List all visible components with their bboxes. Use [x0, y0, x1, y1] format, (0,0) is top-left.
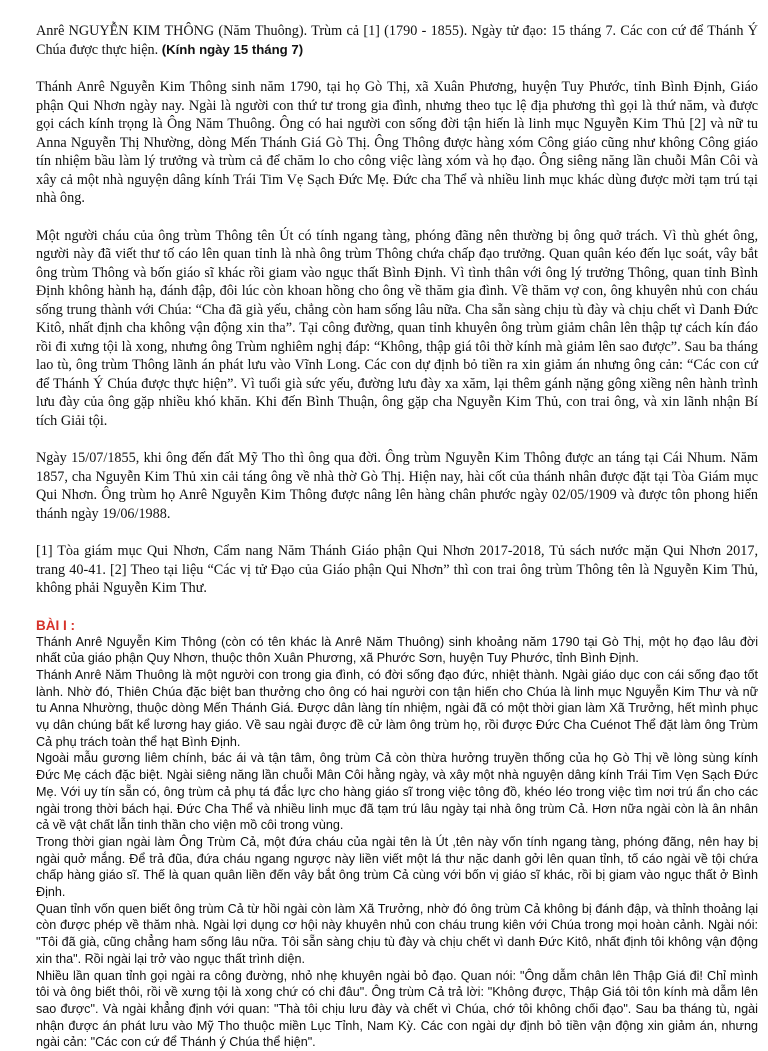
- section-body: [36, 634, 758, 1051]
- arrest-paragraph: Một người cháu của ông trùm Thông tên Út có tính ngang tàng, phóng đãng nên thường bị ông quở trách. Vì thù ghét ông, người này đã viết thư tố cáo lên quan tỉnh là nhà ông trùm Thông chứa chấp đạo trưởng. Quan quân kéo đến lục soát, vây bắt ông trùm Thông và bốn giáo sĩ khác rồi giam vào ngục thất Bình Định. Vì tình thân với ông lý trưởng Thông, quan tỉnh Bình Định không hành hạ, đánh đập, đôi lúc còn khoan hồng cho ông về thăm gia đình. Về thăm vợ con, ông khuyên nhủ con cháu sống trung thành với Chúa: “Cha đã già yếu, chẳng còn ham sống lâu nữa. Cha sẵn sàng chịu tù đày và chịu chết vì Danh Đức Kitô, nhất định cha không vận động xin tha”. Tại công đường, quan tỉnh khuyên ông trùm giảm chân lên thập tự cách kín đáo rồi đi xưng tội là xong, nhưng ông Trùm nghiêm nghị đáp: “Không, thập giá tôi thờ kính mà giảm lên sao được”. Sau ba tháng lao tù, ông trùm Thông lãnh án phát lưu vào Vĩnh Long. Các con dự định bỏ tiền ra xin giảm án nhưng ông cản: “Các con cứ để Thánh Ý Chúa được thực hiện”. Vì tuổi già sức yếu, đường lưu đày xa xăm, lại thêm gánh nặng gông xiềng nên hành trình lưu đày của ông gặp nhiều khó khăn. Khi đến Bình Thuận, ông gặp cha Nguyễn Kim Thủ, con trai ông, và xin lãnh nhận Bí tích Giải tội.: [36, 227, 758, 431]
- section-paragraph: Ngoài mẫu gương liêm chính, bác ái và tận tâm, ông trùm Cả còn thừa hưởng truyền thống của họ Gò Thị về lòng sùng kính Đức Mẹ cách đặc biệt. Ngài siêng năng lần chuỗi Mân Côi hằng ngày, và xây một nhà nguyện dâng kính Trái Tim Vẹn Sạch Đức Mẹ. Với uy tín sẵn có, ông trùm cả phụ tá đắc lực cho hàng giáo sĩ trong việc tông đồ, khéo léo trong việc tìm nơi trú ẩn cho các ngài trong thời bách hại. Đức Cha Thể và nhiều linh mục đã tạm trú lâu ngày tại nhà ông trùm Cả. Hơn nữa ngài còn là ân nhân cả về vật chất lẫn tinh thần cho viện mồ côi trong vùng.: [36, 750, 758, 834]
- death-paragraph: Ngày 15/07/1855, khi ông đến đất Mỹ Tho thì ông qua đời. Ông trùm Nguyễn Kim Thông được an táng tại Cái Nhum. Năm 1857, cha Nguyễn Kim Thủ xin cải táng ông về nhà thờ Gò Thị. Hiện nay, hài cốt của thánh nhân được đặt tại Tòa Giám mục Qui Nhơn. Ông trùm họ Anrê Nguyễn Kim Thông được nâng lên hàng chân phước ngày 02/05/1909 và được tôn phong hiển thánh ngày 19/06/1988.: [36, 449, 758, 523]
- document-page: [36, 22, 758, 1051]
- section-paragraph: Nhiều lần quan tỉnh gọi ngài ra công đường, nhỏ nhẹ khuyên ngài bỏ đạo. Quan nói: "Ông dẫm chân lên Thập Giá đi! Chỉ mình tôi và ông biết thôi, rồi về xưng tội là xong chứ có chi đâu". Ông trùm Cả trả lời: "Không được, Thập Giá tôi tôn kính mà dẫm lên sao được". Và ngài khẳng định với quan: "Thà tôi chịu lưu đày và chết vì Chúa, chớ tôi không chối đạo". Sau ba tháng tù, ngài nhận được án phát lưu vào Mỹ Tho thuộc miền Lục Tỉnh, Nam Kỳ. Các con ngài dự định bỏ tiền vận động xin giảm án, nhưng ngài cản: "Các con cứ để Thánh ý Chúa thể hiện".: [36, 968, 758, 1051]
- feast-day-note: (Kính ngày 15 tháng 7): [162, 42, 303, 57]
- intro-text: Anrê NGUYỄN KIM THÔNG (Năm Thuông). Trùm cả [1] (1790 - 1855). Ngày tử đạo: 15 tháng 7. Các con cứ để Thánh Ý Chúa được thực hiện.: [36, 23, 758, 58]
- section-paragraph: Quan tỉnh vốn quen biết ông trùm Cả từ hồi ngài còn làm Xã Trưởng, nhờ đó ông trùm Cả không bị đánh đập, và thỉnh thoảng lại còn được phép về thăm nhà. Ngài lợi dụng cơ hội này khuyên nhủ con cháu trung kiên với Chúa trong mọi hoàn cảnh. Ngài nói: "Tôi đã già, cũng chẳng ham sống lâu nữa. Tôi sẵn sàng chịu tù đày và chịu chết vì danh Đức Kitô, nhất định tôi không vận động xin tha". Rồi ngài lại trở vào ngục thất trình diện.: [36, 901, 758, 968]
- section-paragraph: Thánh Anrê Năm Thuông là một người con trong gia đình, có đời sống đạo đức, nhiệt thành. Ngài giáo dục con cái sống đạo tốt lành. Nhờ đó, Thiên Chúa đặc biệt ban thưởng cho ông có hai người con tận hiến cho Chúa là linh mục Nguyễn Kim Thư và nữ tu Anna Nhường, thuộc dòng Mến Thánh Giá. Được dân làng tín nhiệm, ngài đã có một thời gian làm Xã Trưởng, hết mình phục vụ dân chúng bất kể lương hay giáo. Về sau ngài được đề cử làm ông trùm họ, rồi được Đức Cha Cuénot Thể đặt làm ông Trùm Cả phụ trách toàn thể hạt Bình Định.: [36, 667, 758, 751]
- lesson-section: [36, 617, 758, 1051]
- intro-paragraph: [36, 22, 758, 59]
- footnotes-paragraph: [1] Tòa giám mục Qui Nhơn, Cẩm nang Năm Thánh Giáo phận Qui Nhơn 2017-2018, Tủ sách nước mặn Qui Nhơn 2017, trang 40-41. [2] Theo tại liệu “Các vị tử Đạo của Giáo phận Qui Nhơn” thì con trai ông trùm Thông tên là Nguyễn Kim Thủ, không phải Nguyễn Kim Thư.: [36, 542, 758, 598]
- section-paragraph: Thánh Anrê Nguyễn Kim Thông (còn có tên khác là Anrê Năm Thuông) sinh khoảng năm 1790 tại Gò Thị, một họ đạo lâu đời nhất của giáo phận Quy Nhơn, thuộc thôn Xuân Phương, xã Phước Sơn, huyện Tuy Phước, tỉnh Bình Định.: [36, 634, 758, 667]
- section-title: BÀI I :: [36, 617, 758, 634]
- biography-paragraph: Thánh Anrê Nguyễn Kim Thông sinh năm 1790, tại họ Gò Thị, xã Xuân Phương, huyện Tuy Phước, tỉnh Bình Định, Giáo phận Qui Nhơn ngày nay. Ngài là người con thứ tư trong gia đình, nhưng theo tục lệ địa phương thì gọi là thứ năm, và được gọi cách kính trọng là Ông Năm Thuông. Ông có hai người con sống đời tận hiến là linh mục Nguyễn Kim Thủ [2] và nữ tu Anna Nguyễn Thị Nhường, dòng Mến Thánh Giá Gò Thị. Ông Thông được hàng xóm Công giáo cũng như không Công giáo tín nhiệm bầu làm lý trưởng và trùm cả để chăm lo cho công việc làng xóm và họ đạo. Ông siêng năng lần chuỗi Mân Côi và xây cả một nhà nguyện dâng kính Trái Tim Vẹ Sạch Đức Mẹ. Đức cha Thể và nhiều linh mục khác dùng được mời tạm trú tại nhà ông.: [36, 78, 758, 208]
- serif-body: [36, 22, 758, 598]
- section-paragraph: Trong thời gian ngài làm Ông Trùm Cả, một đứa cháu của ngài tên là Út ,tên này vốn tính ngang tàng, phóng đãng, nên hay bị ngài quở mắng. Để trả đũa, đứa cháu ngang ngược này liền viết một lá thư nặc danh gởi lên quan tỉnh, tố cáo ngài về tội chứa chấp hàng giáo sĩ. Thế là quan quân liền đến vây bắt ông trùm Cả cùng với bốn vị giáo sĩ khác, rồi bị giam vào ngục thất ở Bình Định.: [36, 834, 758, 901]
